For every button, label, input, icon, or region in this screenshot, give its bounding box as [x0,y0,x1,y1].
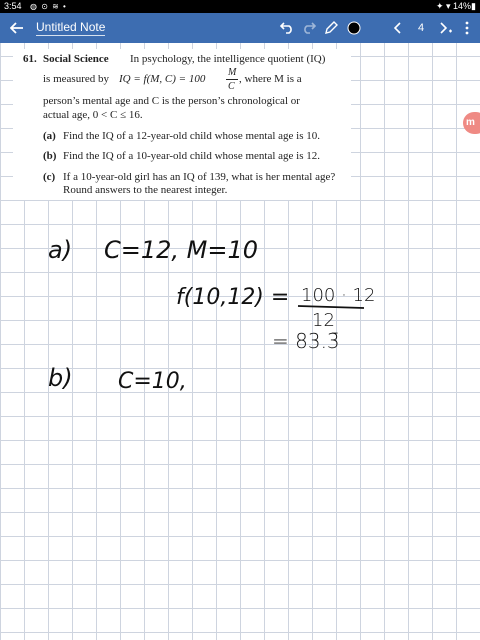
problem-line-3: person’s mental age and C is the person’s chronological or [43,95,300,107]
hw-part-a-denominator: 12 [312,310,335,331]
hw-part-a-given: C=12, M=10 [104,236,259,264]
hw-part-a-label: a) [48,236,73,264]
page-count: 4 [417,22,425,34]
part-a-label: (a) [43,130,56,142]
undo-icon[interactable] [276,17,298,39]
status-time: 3:54 [4,1,22,11]
status-battery: ✦ ▾ 14%▮ [435,1,476,11]
formula-denominator: C [228,81,235,92]
problem-line-1: In psychology, the intelligence quotient (IQ) [130,53,326,65]
hw-part-a-numerator: 100 · 12 [301,285,376,306]
part-c-label: (c) [43,171,56,183]
status-bar [0,0,480,13]
hw-part-b-given: C=10, [118,369,187,394]
hw-part-a-lhs: f(10,12) = [176,285,290,310]
note-title[interactable]: Untitled Note [36,20,106,34]
problem-line-2-pre: is measured by [43,73,109,85]
color-picker-button[interactable] [346,17,362,39]
problem-line-2-post: , where M is a [239,73,302,85]
status-notification-icons: ◍ ⊙ ≋ • [30,2,67,11]
back-arrow-icon[interactable] [6,17,28,39]
part-b-label: (b) [43,150,57,162]
pen-icon[interactable] [320,17,342,39]
problem-formula: IQ = f(M, C) = 100 [119,73,206,85]
problem-line-4: actual age, 0 < C ≤ 16. [43,109,143,121]
more-options-icon[interactable] [458,17,476,39]
part-c-text: If a 10-year-old girl has an IQ of 139, what is her mental age? [63,171,336,183]
problem-text-image [13,49,351,200]
part-a-text: Find the IQ of a 12-year-old child whose mental age is 10. [63,130,320,142]
next-page-icon[interactable] [436,17,456,39]
prev-page-chevron-icon[interactable] [390,17,406,39]
hw-part-b-label: b) [48,364,73,392]
part-b-text: Find the IQ of a 10-year-old child whose mental age is 12. [63,150,320,162]
toolbar [0,13,480,43]
side-panel-tab[interactable]: m [463,112,480,134]
redo-icon[interactable] [298,17,320,39]
problem-number: 61. [23,53,37,65]
problem-heading: Social Science [43,53,109,65]
formula-numerator: M [228,67,237,78]
part-c-text-2: Round answers to the nearest integer. [63,184,228,196]
hw-part-a-result: = 83.3̄ [272,329,340,353]
